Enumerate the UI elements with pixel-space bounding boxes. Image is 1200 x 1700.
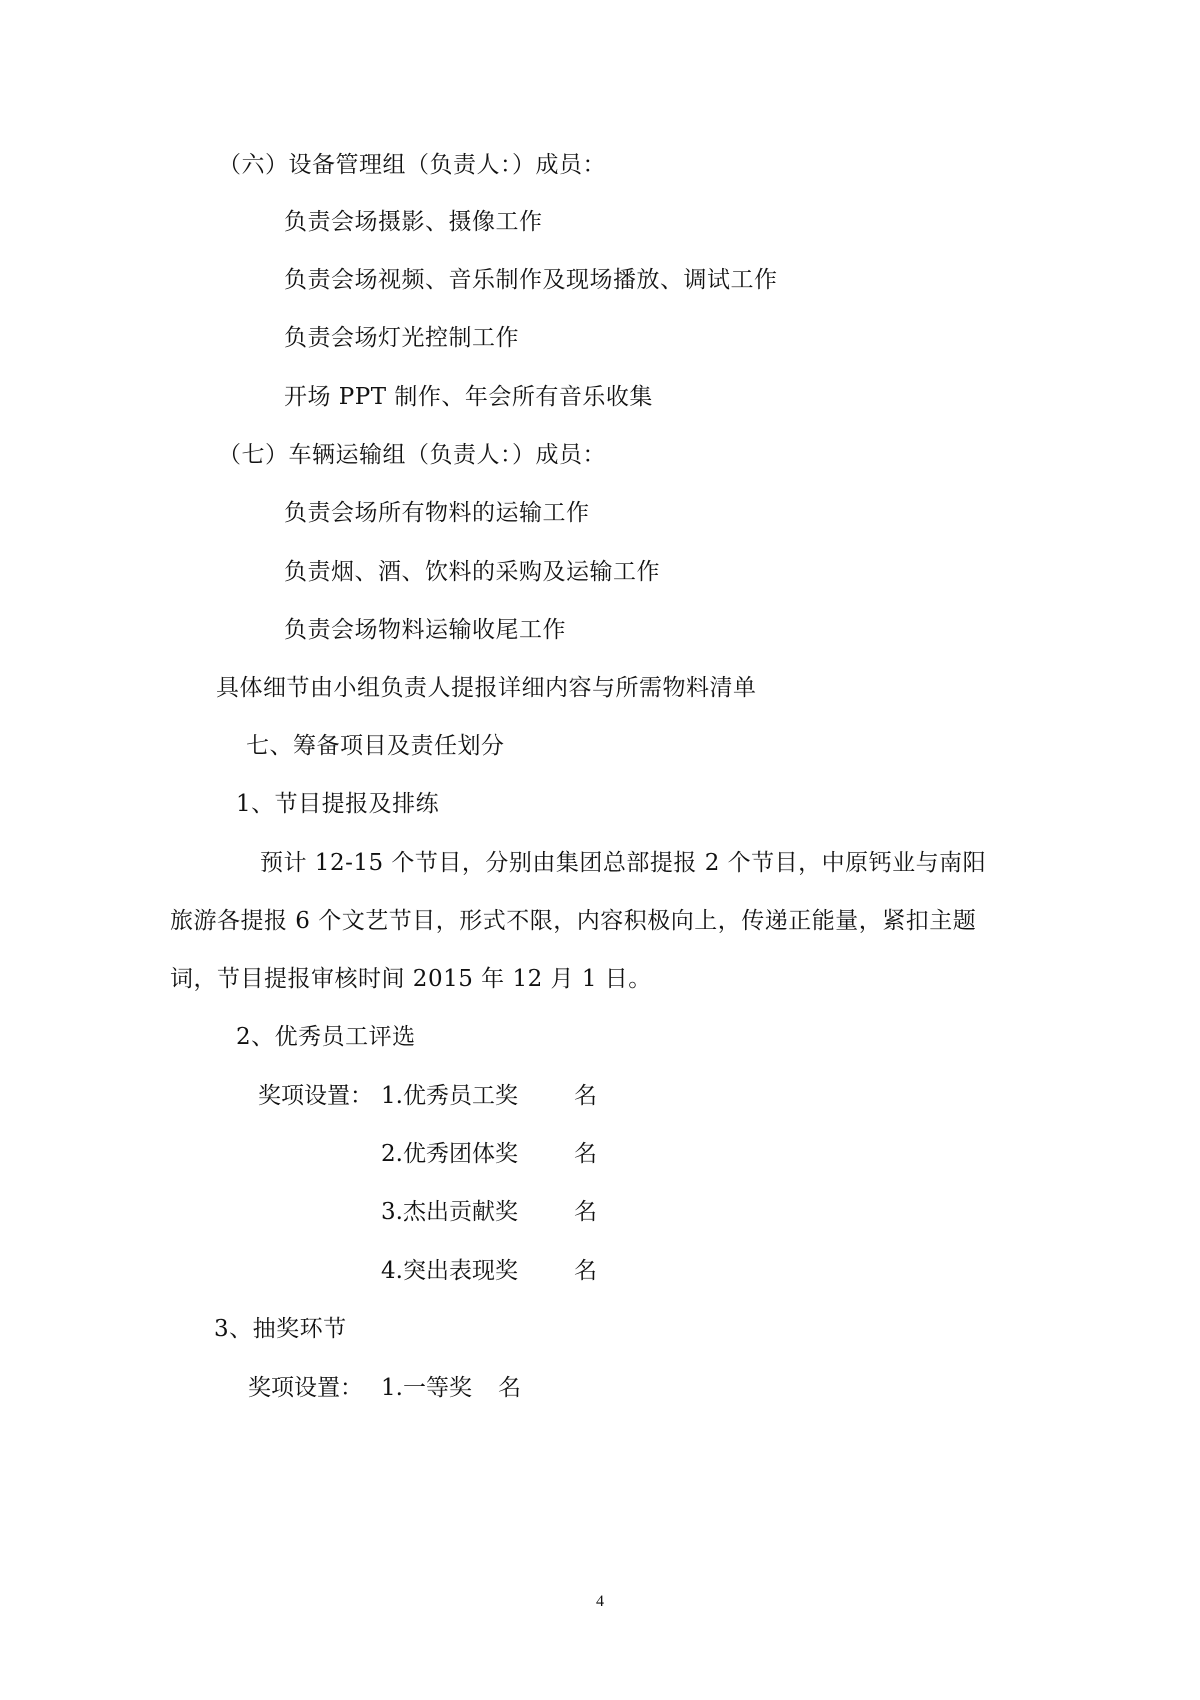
page-number: 4	[596, 1593, 604, 1610]
list-item: 负责会场所有物料的运输工作	[284, 500, 590, 526]
list-item: 负责会场物料运输收尾工作	[284, 617, 566, 643]
award-settings-label: 奖项设置：	[258, 1083, 373, 1109]
list-item: 负责烟、酒、饮料的采购及运输工作	[284, 559, 660, 585]
award-unit: 名	[574, 1258, 597, 1284]
award-name: 1.一等奖	[381, 1375, 472, 1401]
list-item: 开场 PPT 制作、年会所有音乐收集	[284, 384, 653, 410]
paragraph-line: 预计 12-15 个节目，分别由集团总部提报 2 个节目，中原钙业与南阳	[260, 850, 987, 876]
award-unit: 名	[574, 1083, 597, 1109]
list-item: 负责会场摄影、摄像工作	[284, 209, 543, 235]
award-name: 3.杰出贡献奖	[381, 1199, 518, 1225]
award-name: 1.优秀员工奖	[381, 1083, 518, 1109]
note-text: 具体细节由小组负责人提报详细内容与所需物料清单	[216, 675, 757, 701]
award-unit: 名	[574, 1141, 597, 1167]
paragraph-line: 旅游各提报 6 个文艺节目，形式不限，内容积极向上，传递正能量，紧扣主题	[170, 908, 977, 934]
subsection-title: 2、优秀员工评选	[236, 1024, 416, 1050]
chapter-title: 七、筹备项目及责任划分	[246, 733, 505, 759]
award-unit: 名	[574, 1199, 597, 1225]
award-name: 4.突出表现奖	[381, 1258, 518, 1284]
list-item: 负责会场灯光控制工作	[284, 325, 519, 351]
subsection-title: 3、抽奖环节	[214, 1316, 347, 1342]
section-heading: （六）设备管理组（负责人：）成员：	[218, 152, 606, 178]
award-name: 2.优秀团体奖	[381, 1141, 518, 1167]
subsection-title: 1、节目提报及排练	[236, 791, 440, 817]
section-heading: （七）车辆运输组（负责人：）成员：	[218, 442, 606, 468]
award-settings-label: 奖项设置：	[248, 1375, 363, 1401]
paragraph-line: 词，节目提报审核时间 2015 年 12 月 1 日。	[170, 966, 652, 992]
award-unit: 名	[498, 1375, 521, 1401]
list-item: 负责会场视频、音乐制作及现场播放、调试工作	[284, 267, 778, 293]
